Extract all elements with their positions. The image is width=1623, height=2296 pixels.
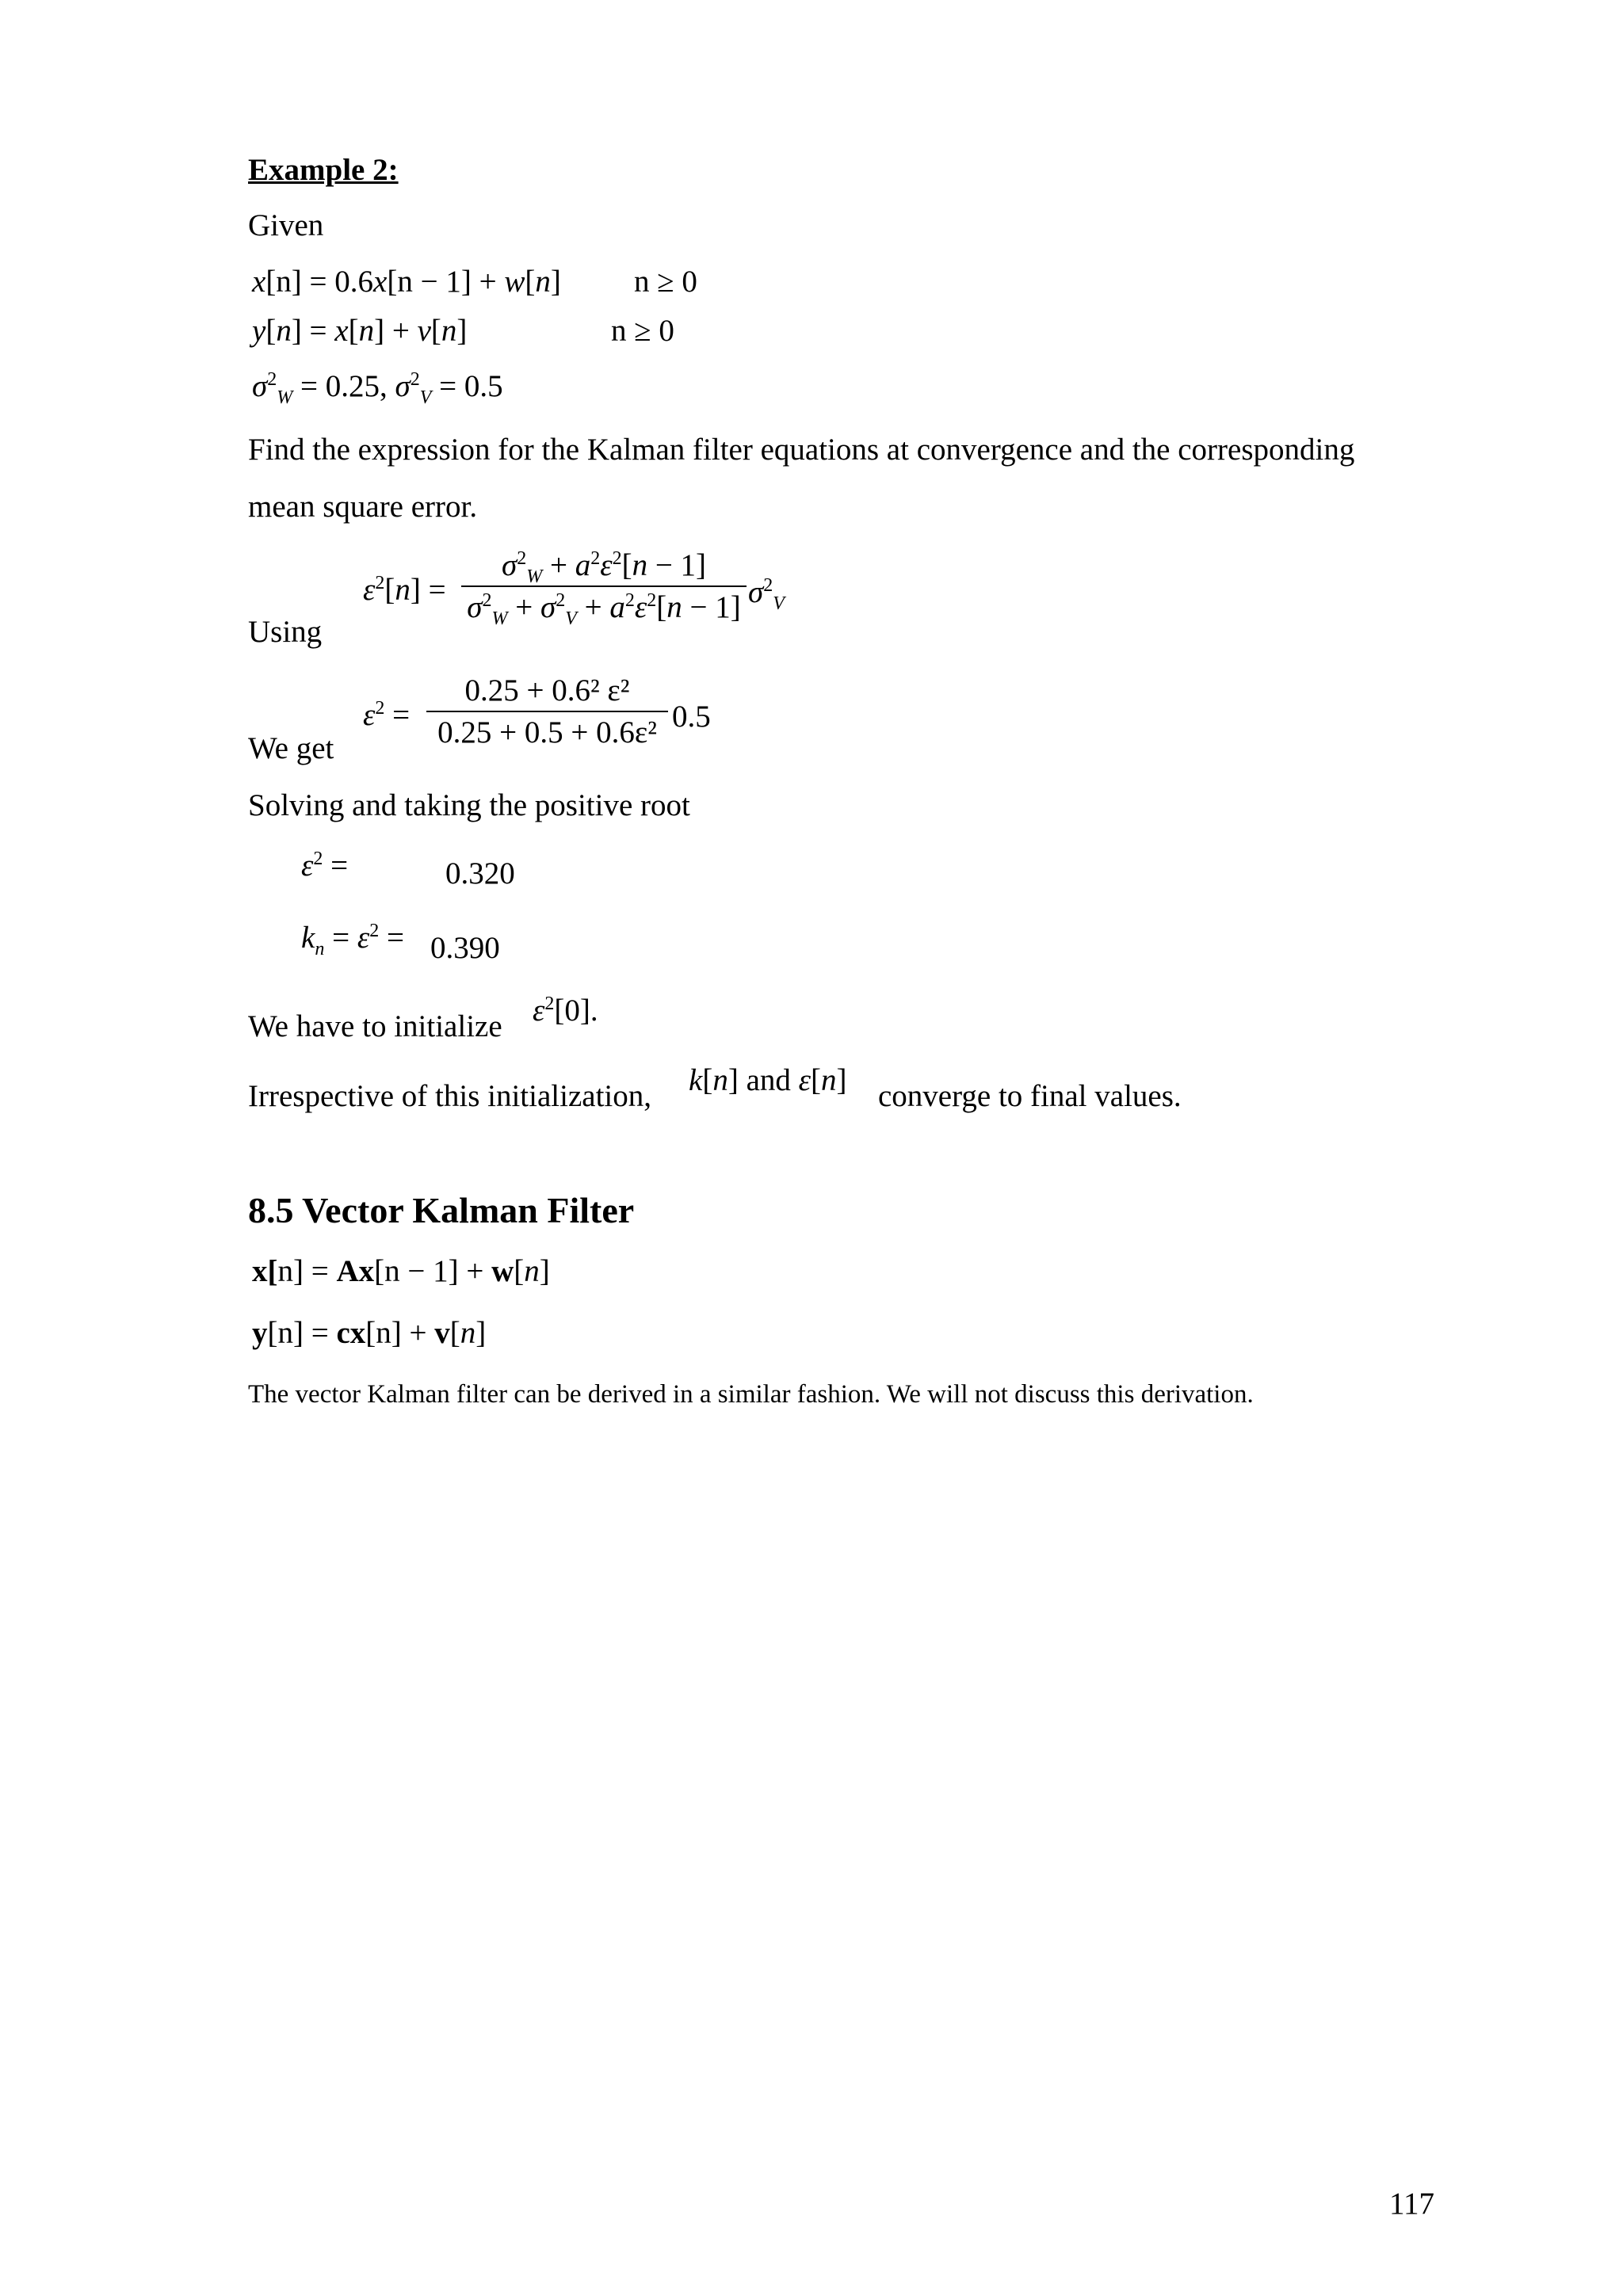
problem-statement-line-2: mean square error. [248, 490, 478, 524]
state-equation-condition: n ≥ 0 [634, 265, 697, 299]
variance-v-value: 0.5 [464, 369, 503, 403]
state-equation: x[n] = 0.6x[n − 1] + w[n] [252, 265, 561, 299]
mse-recursion-fraction: $\sigma^2_W + a^2\varepsilon^2[n - 1]$ $\sigma^2_W + \sigma^2_V + a^2\varepsilon^2[n - 1]$ [461, 550, 747, 623]
epsilon-lhs: $\varepsilon^2$ = [363, 698, 411, 732]
observation-equation: y[n] = x[n] + v[n] [252, 314, 468, 348]
vector-state-equation: x[n] = Ax[n − 1] + w[n] [252, 1254, 550, 1288]
mse-lhs: $\varepsilon^2[n]$ = [363, 573, 446, 607]
vector-observation-equation: y[n] = cx[n] + v[n] [252, 1316, 487, 1350]
solving-text: Solving and taking the positive root [248, 788, 690, 822]
example-title: Example 2: [248, 153, 399, 187]
mse-sigma-v-factor: $\sigma^2_V$ [748, 575, 785, 614]
irrespective-text: Irrespective of this initialization, [248, 1079, 651, 1113]
initialize-epsilon: $\varepsilon^2[0]$. [533, 994, 598, 1028]
initialize-text: We have to initialize [248, 1009, 502, 1043]
observation-equation-condition: n ≥ 0 [611, 314, 674, 348]
variance-values: $\sigma^2_W = 0.25$, $\sigma^2_V = 0.5$ [252, 369, 503, 408]
and-text: and [746, 1063, 791, 1097]
irrespective-symbols: k[n] and ε[n] [689, 1063, 847, 1097]
variance-w-value: 0.25 [325, 369, 380, 403]
using-label: Using [248, 615, 323, 649]
epsilon-fraction-numerator: 0.25 + 0.6² ε² [464, 673, 630, 707]
epsilon-squared-label: $\varepsilon^2$ = [301, 849, 349, 883]
converge-text: converge to final values. [878, 1079, 1182, 1113]
epsilon-fraction [426, 675, 668, 748]
epsilon-factor: 0.5 [672, 700, 711, 734]
kalman-gain-label: $k_n = \varepsilon^2$ = [301, 921, 404, 959]
section-note: The vector Kalman filter can be derived in a similar fashion. We will not discuss this derivation. [248, 1380, 1254, 1409]
epsilon-fraction-denominator: 0.25 + 0.5 + 0.6ε² [437, 715, 657, 749]
epsilon-squared-value: 0.320 [445, 856, 515, 891]
we-get-label: We get [248, 731, 334, 765]
problem-statement-line-1: Find the expression for the Kalman filter equations at convergence and the corresponding [248, 433, 1355, 467]
given-label: Given [248, 208, 324, 242]
kalman-gain-value: 0.390 [430, 931, 500, 965]
page-number: 117 [1389, 2187, 1435, 2221]
section-heading: 8.5 Vector Kalman Filter [248, 1190, 635, 1230]
